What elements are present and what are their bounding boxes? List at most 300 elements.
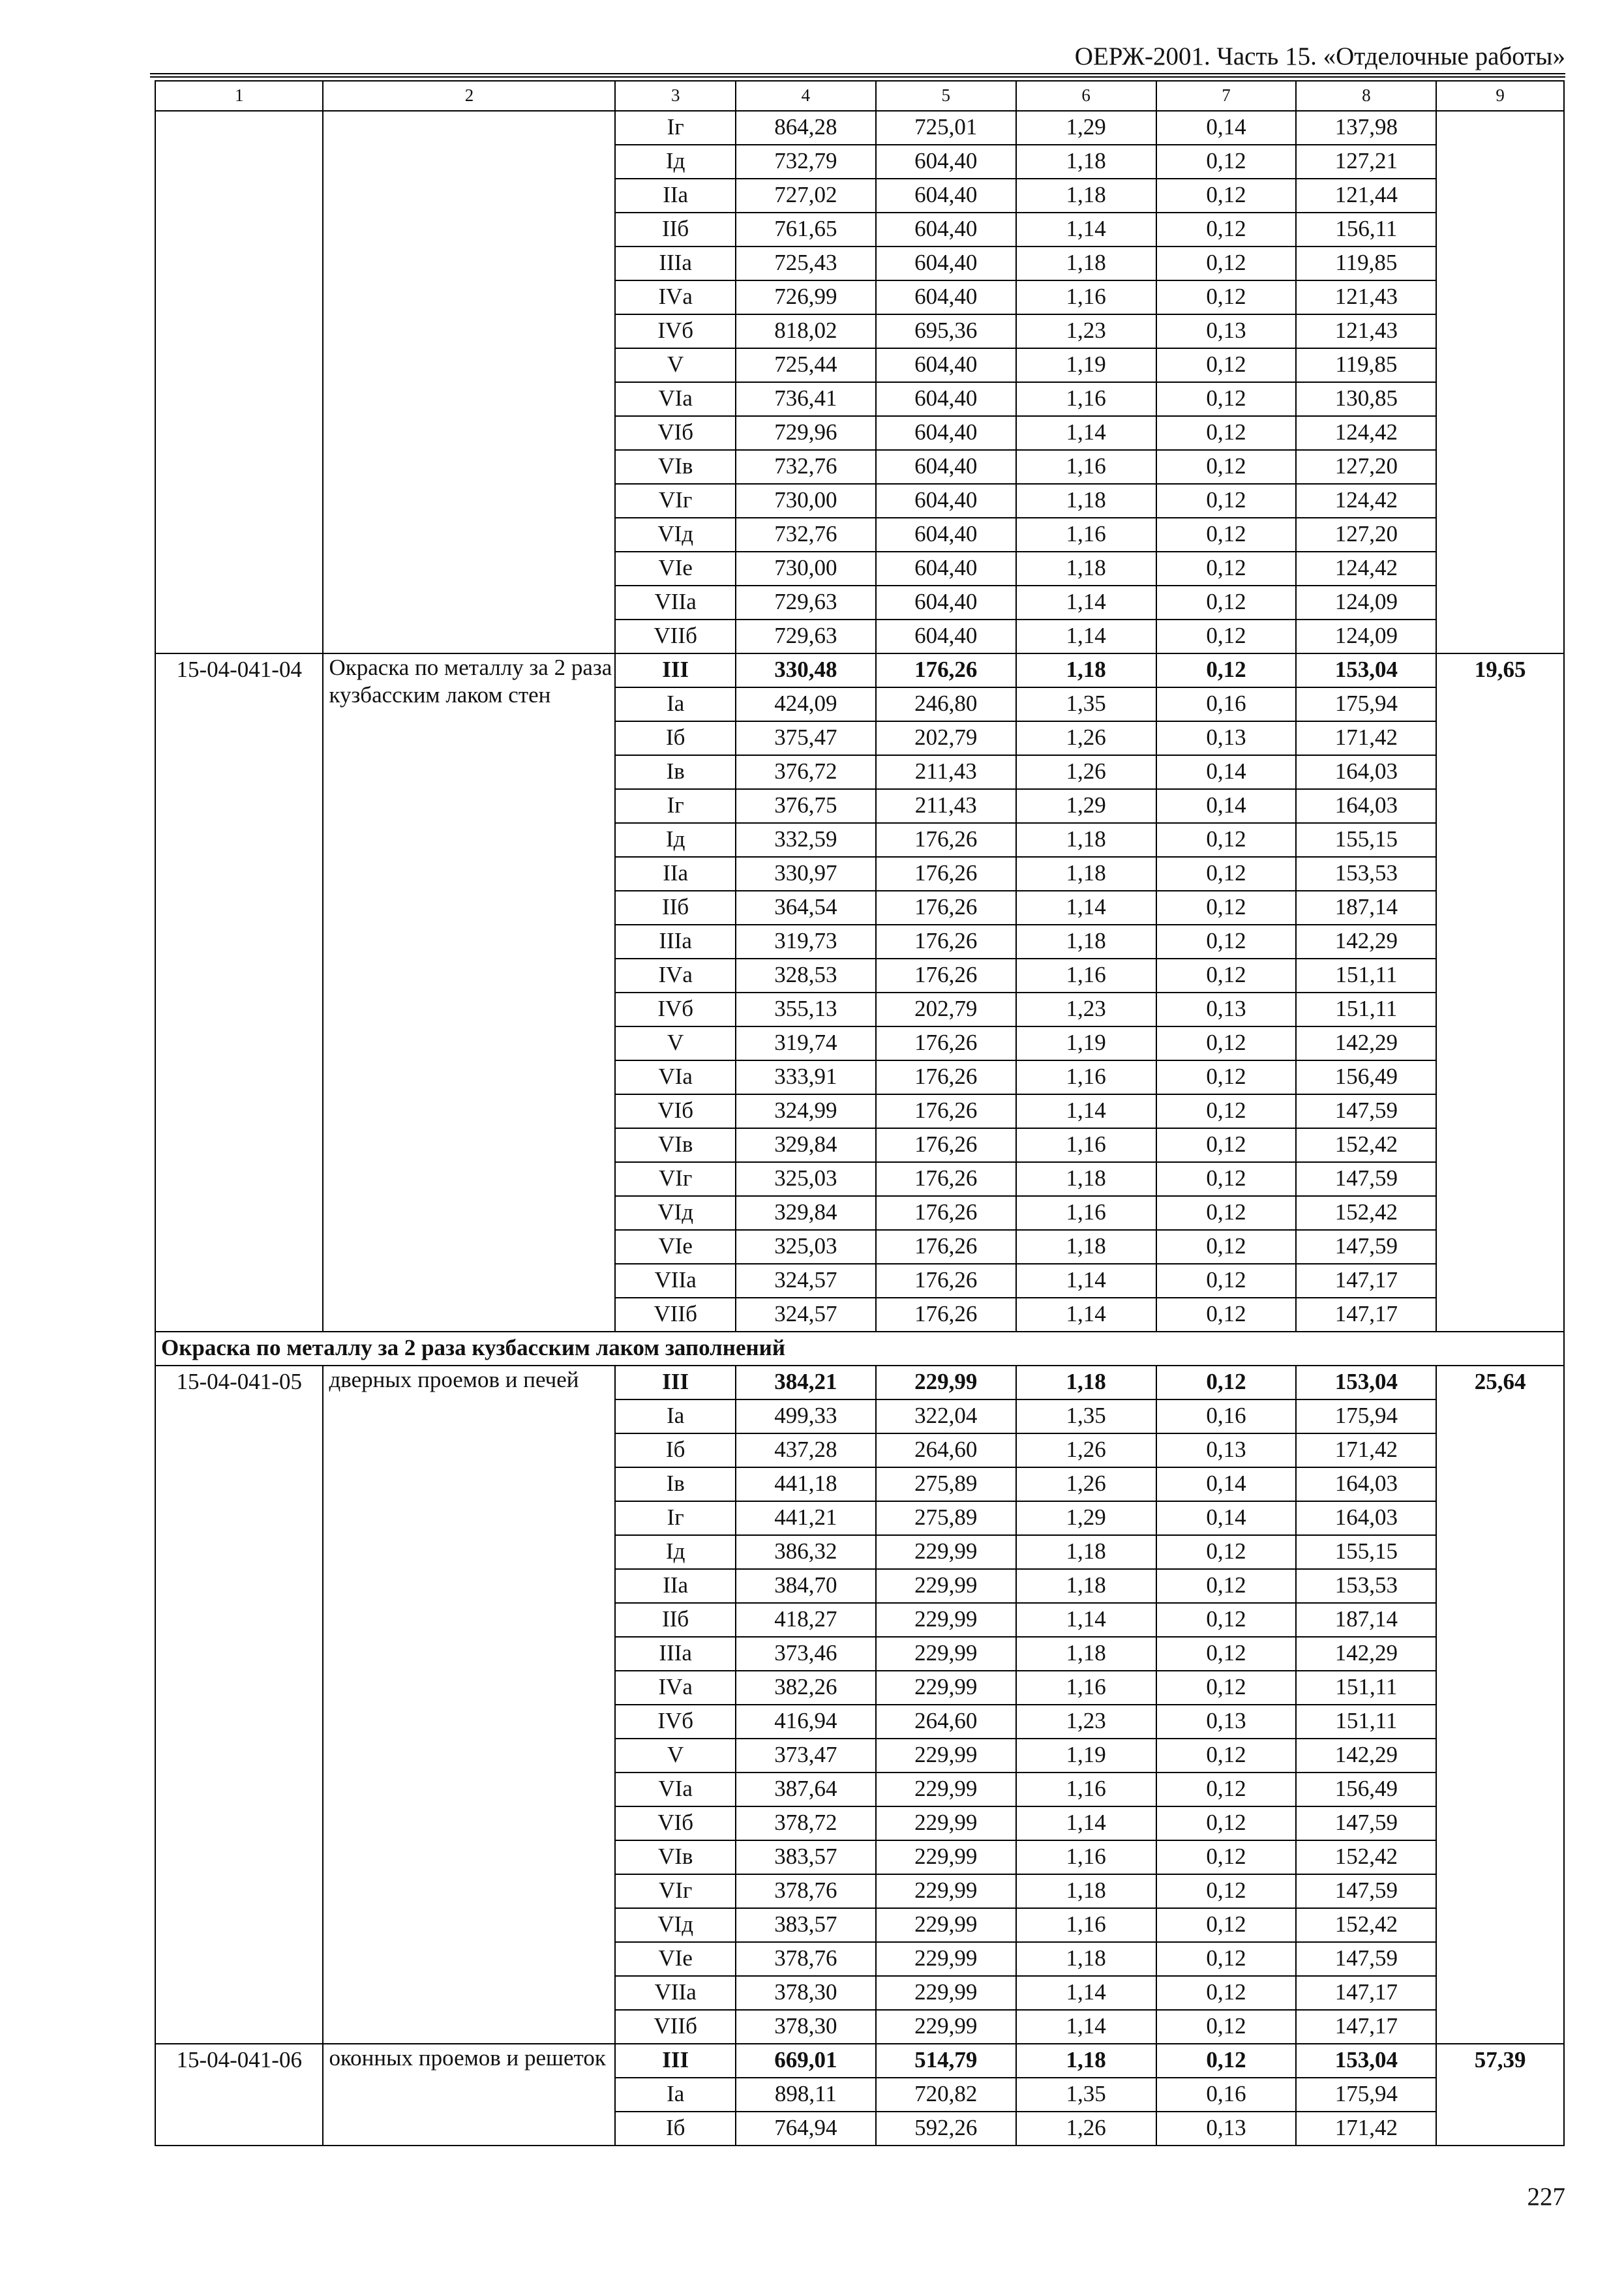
labor-cost: 176,26 — [876, 1264, 1016, 1298]
zone-code: Iд — [615, 145, 735, 179]
zone-code: Iб — [615, 2112, 735, 2146]
direct-cost: 319,74 — [736, 1026, 876, 1060]
zone-code: IVа — [615, 280, 735, 314]
material-cost: 147,17 — [1296, 1298, 1436, 1332]
labor-cost: 202,79 — [876, 993, 1016, 1026]
zone-code: VIд — [615, 1196, 735, 1230]
direct-cost: 324,99 — [736, 1094, 876, 1128]
machine-cost: 1,16 — [1016, 518, 1156, 552]
machine-cost: 1,18 — [1016, 823, 1156, 857]
material-cost: 152,42 — [1296, 1840, 1436, 1874]
driver-wage: 0,12 — [1156, 213, 1297, 247]
norm-code: 15-04-041-04 — [155, 653, 323, 1332]
material-cost: 121,43 — [1296, 314, 1436, 348]
machine-cost: 1,19 — [1016, 1026, 1156, 1060]
labor-cost: 229,99 — [876, 2010, 1016, 2044]
driver-wage: 0,12 — [1156, 450, 1297, 484]
labor-total: 57,39 — [1436, 2044, 1564, 2146]
material-cost: 175,94 — [1296, 1399, 1436, 1433]
zone-code: IVб — [615, 993, 735, 1026]
zone-code: V — [615, 1739, 735, 1773]
labor-cost: 229,99 — [876, 1637, 1016, 1671]
machine-cost: 1,18 — [1016, 653, 1156, 687]
machine-cost: 1,16 — [1016, 1128, 1156, 1162]
labor-cost: 229,99 — [876, 1840, 1016, 1874]
driver-wage: 0,12 — [1156, 1162, 1297, 1196]
machine-cost: 1,29 — [1016, 1501, 1156, 1535]
direct-cost: 378,76 — [736, 1942, 876, 1976]
direct-cost: 378,72 — [736, 1806, 876, 1840]
machine-cost: 1,18 — [1016, 2044, 1156, 2078]
driver-wage: 0,13 — [1156, 1433, 1297, 1467]
labor-cost: 176,26 — [876, 1094, 1016, 1128]
material-cost: 156,11 — [1296, 213, 1436, 247]
material-cost: 124,42 — [1296, 484, 1436, 518]
driver-wage: 0,12 — [1156, 1060, 1297, 1094]
direct-cost: 437,28 — [736, 1433, 876, 1467]
zone-code: IIа — [615, 857, 735, 891]
machine-cost: 1,18 — [1016, 179, 1156, 213]
labor-cost: 176,26 — [876, 823, 1016, 857]
direct-cost: 732,76 — [736, 518, 876, 552]
column-header: 2 — [323, 81, 615, 111]
material-cost: 147,59 — [1296, 1162, 1436, 1196]
driver-wage: 0,12 — [1156, 1535, 1297, 1569]
labor-cost: 229,99 — [876, 1535, 1016, 1569]
direct-cost: 355,13 — [736, 993, 876, 1026]
labor-cost: 604,40 — [876, 280, 1016, 314]
work-description: дверных проемов и печей — [323, 1366, 615, 2044]
material-cost: 151,11 — [1296, 959, 1436, 993]
zone-code: VIв — [615, 1840, 735, 1874]
driver-wage: 0,12 — [1156, 247, 1297, 280]
labor-cost: 604,40 — [876, 348, 1016, 382]
machine-cost: 1,18 — [1016, 1874, 1156, 1908]
machine-cost: 1,18 — [1016, 1230, 1156, 1264]
direct-cost: 441,21 — [736, 1501, 876, 1535]
zone-code: III — [615, 1366, 735, 1399]
driver-wage: 0,12 — [1156, 620, 1297, 653]
direct-cost: 328,53 — [736, 959, 876, 993]
direct-cost: 383,57 — [736, 1908, 876, 1942]
labor-total — [1436, 111, 1564, 653]
material-cost: 121,44 — [1296, 179, 1436, 213]
labor-cost: 202,79 — [876, 721, 1016, 755]
zone-code: IIб — [615, 1603, 735, 1637]
material-cost: 153,53 — [1296, 1569, 1436, 1603]
machine-cost: 1,35 — [1016, 1399, 1156, 1433]
material-cost: 142,29 — [1296, 925, 1436, 959]
driver-wage: 0,12 — [1156, 1874, 1297, 1908]
header-rule — [150, 73, 1565, 74]
driver-wage: 0,12 — [1156, 857, 1297, 891]
driver-wage: 0,12 — [1156, 1739, 1297, 1773]
labor-cost: 264,60 — [876, 1433, 1016, 1467]
zone-code: Iв — [615, 1467, 735, 1501]
zone-code: VIIа — [615, 586, 735, 620]
zone-code: Iа — [615, 2078, 735, 2112]
material-cost: 152,42 — [1296, 1908, 1436, 1942]
direct-cost: 727,02 — [736, 179, 876, 213]
machine-cost: 1,16 — [1016, 959, 1156, 993]
labor-total: 19,65 — [1436, 653, 1564, 1332]
zone-code: IIIа — [615, 1637, 735, 1671]
direct-cost: 729,63 — [736, 620, 876, 653]
table-row — [155, 653, 1564, 687]
labor-cost: 275,89 — [876, 1501, 1016, 1535]
labor-cost: 176,26 — [876, 891, 1016, 925]
labor-cost: 229,99 — [876, 1739, 1016, 1773]
direct-cost: 319,73 — [736, 925, 876, 959]
zone-code: VIа — [615, 1060, 735, 1094]
driver-wage: 0,12 — [1156, 382, 1297, 416]
zone-code: IVа — [615, 959, 735, 993]
driver-wage: 0,12 — [1156, 1942, 1297, 1976]
driver-wage: 0,12 — [1156, 348, 1297, 382]
page-number: 227 — [1527, 2183, 1565, 2211]
machine-cost: 1,18 — [1016, 1366, 1156, 1399]
material-cost: 175,94 — [1296, 687, 1436, 721]
material-cost: 151,11 — [1296, 1671, 1436, 1705]
labor-cost: 604,40 — [876, 213, 1016, 247]
labor-cost: 604,40 — [876, 247, 1016, 280]
direct-cost: 669,01 — [736, 2044, 876, 2078]
direct-cost: 441,18 — [736, 1467, 876, 1501]
labor-cost: 604,40 — [876, 552, 1016, 586]
material-cost: 164,03 — [1296, 755, 1436, 789]
machine-cost: 1,19 — [1016, 1739, 1156, 1773]
driver-wage: 0,13 — [1156, 314, 1297, 348]
direct-cost: 732,79 — [736, 145, 876, 179]
material-cost: 124,42 — [1296, 416, 1436, 450]
zone-code: VIе — [615, 1942, 735, 1976]
labor-cost: 264,60 — [876, 1705, 1016, 1739]
labor-cost: 176,26 — [876, 1128, 1016, 1162]
driver-wage: 0,12 — [1156, 1569, 1297, 1603]
machine-cost: 1,14 — [1016, 1806, 1156, 1840]
driver-wage: 0,12 — [1156, 2010, 1297, 2044]
column-header: 3 — [615, 81, 735, 111]
direct-cost: 378,30 — [736, 2010, 876, 2044]
machine-cost: 1,23 — [1016, 314, 1156, 348]
zone-code: IIIа — [615, 925, 735, 959]
direct-cost: 725,43 — [736, 247, 876, 280]
material-cost: 156,49 — [1296, 1773, 1436, 1806]
machine-cost: 1,14 — [1016, 416, 1156, 450]
driver-wage: 0,12 — [1156, 1908, 1297, 1942]
zone-code: Iд — [615, 1535, 735, 1569]
direct-cost: 864,28 — [736, 111, 876, 145]
direct-cost: 382,26 — [736, 1671, 876, 1705]
zone-code: III — [615, 653, 735, 687]
direct-cost: 332,59 — [736, 823, 876, 857]
work-description: Окраска по металлу за 2 раза кузбасским лаком стен — [323, 653, 615, 1332]
machine-cost: 1,26 — [1016, 755, 1156, 789]
zone-code: VIIб — [615, 2010, 735, 2044]
driver-wage: 0,12 — [1156, 1366, 1297, 1399]
section-heading-row — [155, 1332, 1564, 1366]
zone-code: VIIа — [615, 1976, 735, 2010]
labor-cost: 229,99 — [876, 1874, 1016, 1908]
direct-cost: 732,76 — [736, 450, 876, 484]
column-header: 8 — [1296, 81, 1436, 111]
table-row — [155, 111, 1564, 145]
material-cost: 153,04 — [1296, 1366, 1436, 1399]
driver-wage: 0,12 — [1156, 1128, 1297, 1162]
material-cost: 147,59 — [1296, 1230, 1436, 1264]
driver-wage: 0,12 — [1156, 2044, 1297, 2078]
material-cost: 124,09 — [1296, 586, 1436, 620]
labor-cost: 604,40 — [876, 179, 1016, 213]
norms-table — [155, 80, 1565, 2146]
direct-cost: 386,32 — [736, 1535, 876, 1569]
driver-wage: 0,14 — [1156, 111, 1297, 145]
machine-cost: 1,35 — [1016, 687, 1156, 721]
direct-cost: 416,94 — [736, 1705, 876, 1739]
machine-cost: 1,18 — [1016, 552, 1156, 586]
zone-code: VIб — [615, 416, 735, 450]
machine-cost: 1,18 — [1016, 145, 1156, 179]
machine-cost: 1,18 — [1016, 1569, 1156, 1603]
driver-wage: 0,12 — [1156, 416, 1297, 450]
material-cost: 147,17 — [1296, 1264, 1436, 1298]
machine-cost: 1,18 — [1016, 1942, 1156, 1976]
zone-code: Iг — [615, 111, 735, 145]
direct-cost: 898,11 — [736, 2078, 876, 2112]
material-cost: 164,03 — [1296, 789, 1436, 823]
material-cost: 153,04 — [1296, 2044, 1436, 2078]
direct-cost: 418,27 — [736, 1603, 876, 1637]
machine-cost: 1,26 — [1016, 1433, 1156, 1467]
material-cost: 164,03 — [1296, 1501, 1436, 1535]
driver-wage: 0,13 — [1156, 721, 1297, 755]
direct-cost: 375,47 — [736, 721, 876, 755]
machine-cost: 1,16 — [1016, 1060, 1156, 1094]
direct-cost: 378,76 — [736, 1874, 876, 1908]
material-cost: 121,43 — [1296, 280, 1436, 314]
driver-wage: 0,12 — [1156, 484, 1297, 518]
driver-wage: 0,12 — [1156, 1806, 1297, 1840]
driver-wage: 0,13 — [1156, 1705, 1297, 1739]
labor-cost: 229,99 — [876, 1942, 1016, 1976]
material-cost: 171,42 — [1296, 721, 1436, 755]
material-cost: 130,85 — [1296, 382, 1436, 416]
labor-total: 25,64 — [1436, 1366, 1564, 2044]
material-cost: 147,59 — [1296, 1874, 1436, 1908]
material-cost: 147,17 — [1296, 1976, 1436, 2010]
zone-code: VIIа — [615, 1264, 735, 1298]
material-cost: 171,42 — [1296, 2112, 1436, 2146]
machine-cost: 1,26 — [1016, 2112, 1156, 2146]
machine-cost: 1,23 — [1016, 1705, 1156, 1739]
labor-cost: 176,26 — [876, 1298, 1016, 1332]
labor-cost: 176,26 — [876, 959, 1016, 993]
material-cost: 119,85 — [1296, 247, 1436, 280]
driver-wage: 0,12 — [1156, 1196, 1297, 1230]
labor-cost: 604,40 — [876, 620, 1016, 653]
zone-code: Iб — [615, 1433, 735, 1467]
direct-cost: 730,00 — [736, 484, 876, 518]
driver-wage: 0,12 — [1156, 552, 1297, 586]
driver-wage: 0,12 — [1156, 1094, 1297, 1128]
column-header: 9 — [1436, 81, 1564, 111]
material-cost: 152,42 — [1296, 1128, 1436, 1162]
driver-wage: 0,16 — [1156, 687, 1297, 721]
zone-code: IVб — [615, 314, 735, 348]
material-cost: 164,03 — [1296, 1467, 1436, 1501]
zone-code: Iв — [615, 755, 735, 789]
material-cost: 175,94 — [1296, 2078, 1436, 2112]
column-header: 6 — [1016, 81, 1156, 111]
labor-cost: 229,99 — [876, 1773, 1016, 1806]
labor-cost: 211,43 — [876, 755, 1016, 789]
labor-cost: 604,40 — [876, 382, 1016, 416]
zone-code: V — [615, 1026, 735, 1060]
labor-cost: 176,26 — [876, 1060, 1016, 1094]
machine-cost: 1,14 — [1016, 1094, 1156, 1128]
zone-code: Iг — [615, 789, 735, 823]
driver-wage: 0,12 — [1156, 1230, 1297, 1264]
driver-wage: 0,14 — [1156, 789, 1297, 823]
material-cost: 153,53 — [1296, 857, 1436, 891]
table-body — [155, 111, 1564, 2146]
labor-cost: 246,80 — [876, 687, 1016, 721]
material-cost: 147,17 — [1296, 2010, 1436, 2044]
driver-wage: 0,12 — [1156, 586, 1297, 620]
column-number-row — [155, 81, 1564, 111]
zone-code: Iа — [615, 687, 735, 721]
zone-code: VIд — [615, 518, 735, 552]
zone-code: V — [615, 348, 735, 382]
machine-cost: 1,16 — [1016, 1196, 1156, 1230]
driver-wage: 0,12 — [1156, 1976, 1297, 2010]
direct-cost: 729,96 — [736, 416, 876, 450]
column-header: 1 — [155, 81, 323, 111]
machine-cost: 1,18 — [1016, 857, 1156, 891]
material-cost: 187,14 — [1296, 1603, 1436, 1637]
norm-code — [155, 111, 323, 653]
driver-wage: 0,12 — [1156, 1264, 1297, 1298]
material-cost: 151,11 — [1296, 993, 1436, 1026]
zone-code: VIе — [615, 552, 735, 586]
material-cost: 151,11 — [1296, 1705, 1436, 1739]
driver-wage: 0,12 — [1156, 653, 1297, 687]
zone-code: VIб — [615, 1094, 735, 1128]
norm-code: 15-04-041-05 — [155, 1366, 323, 2044]
driver-wage: 0,12 — [1156, 179, 1297, 213]
labor-cost: 229,99 — [876, 1976, 1016, 2010]
labor-cost: 229,99 — [876, 1366, 1016, 1399]
work-description: оконных проемов и решеток — [323, 2044, 615, 2146]
labor-cost: 604,40 — [876, 145, 1016, 179]
direct-cost: 818,02 — [736, 314, 876, 348]
machine-cost: 1,18 — [1016, 1162, 1156, 1196]
direct-cost: 364,54 — [736, 891, 876, 925]
driver-wage: 0,12 — [1156, 518, 1297, 552]
zone-code: III — [615, 2044, 735, 2078]
machine-cost: 1,18 — [1016, 247, 1156, 280]
zone-code: VIв — [615, 1128, 735, 1162]
driver-wage: 0,13 — [1156, 2112, 1297, 2146]
machine-cost: 1,18 — [1016, 925, 1156, 959]
zone-code: VIб — [615, 1806, 735, 1840]
direct-cost: 376,72 — [736, 755, 876, 789]
labor-cost: 211,43 — [876, 789, 1016, 823]
labor-cost: 322,04 — [876, 1399, 1016, 1433]
labor-cost: 592,26 — [876, 2112, 1016, 2146]
direct-cost: 736,41 — [736, 382, 876, 416]
material-cost: 142,29 — [1296, 1026, 1436, 1060]
column-header: 4 — [736, 81, 876, 111]
section-heading: Окраска по металлу за 2 раза кузбасским лаком заполнений — [155, 1332, 1564, 1366]
labor-cost: 176,26 — [876, 1162, 1016, 1196]
machine-cost: 1,14 — [1016, 1603, 1156, 1637]
labor-cost: 695,36 — [876, 314, 1016, 348]
zone-code: VIв — [615, 450, 735, 484]
labor-cost: 176,26 — [876, 1196, 1016, 1230]
labor-cost: 725,01 — [876, 111, 1016, 145]
table-row — [155, 2044, 1564, 2078]
machine-cost: 1,14 — [1016, 620, 1156, 653]
zone-code: Iб — [615, 721, 735, 755]
driver-wage: 0,14 — [1156, 755, 1297, 789]
direct-cost: 726,99 — [736, 280, 876, 314]
running-header: ОЕРЖ-2001. Часть 15. «Отделочные работы» — [1074, 42, 1565, 70]
driver-wage: 0,12 — [1156, 145, 1297, 179]
machine-cost: 1,14 — [1016, 586, 1156, 620]
labor-cost: 229,99 — [876, 1671, 1016, 1705]
machine-cost: 1,14 — [1016, 1298, 1156, 1332]
labor-cost: 176,26 — [876, 1230, 1016, 1264]
labor-cost: 604,40 — [876, 518, 1016, 552]
machine-cost: 1,16 — [1016, 280, 1156, 314]
zone-code: VIа — [615, 1773, 735, 1806]
zone-code: IIа — [615, 1569, 735, 1603]
direct-cost: 725,44 — [736, 348, 876, 382]
labor-cost: 604,40 — [876, 450, 1016, 484]
zone-code: VIг — [615, 1162, 735, 1196]
header-rule — [150, 76, 1565, 78]
driver-wage: 0,12 — [1156, 1603, 1297, 1637]
machine-cost: 1,26 — [1016, 721, 1156, 755]
zone-code: IVа — [615, 1671, 735, 1705]
direct-cost: 373,46 — [736, 1637, 876, 1671]
direct-cost: 333,91 — [736, 1060, 876, 1094]
machine-cost: 1,18 — [1016, 1535, 1156, 1569]
direct-cost: 330,97 — [736, 857, 876, 891]
machine-cost: 1,23 — [1016, 993, 1156, 1026]
zone-code: Iа — [615, 1399, 735, 1433]
labor-cost: 176,26 — [876, 925, 1016, 959]
direct-cost: 376,75 — [736, 789, 876, 823]
material-cost: 127,20 — [1296, 518, 1436, 552]
driver-wage: 0,12 — [1156, 1298, 1297, 1332]
driver-wage: 0,14 — [1156, 1467, 1297, 1501]
labor-cost: 604,40 — [876, 586, 1016, 620]
work-description — [323, 111, 615, 653]
column-header: 7 — [1156, 81, 1297, 111]
material-cost: 171,42 — [1296, 1433, 1436, 1467]
direct-cost: 730,00 — [736, 552, 876, 586]
material-cost: 153,04 — [1296, 653, 1436, 687]
direct-cost: 329,84 — [736, 1128, 876, 1162]
direct-cost: 378,30 — [736, 1976, 876, 2010]
direct-cost: 499,33 — [736, 1399, 876, 1433]
direct-cost: 387,64 — [736, 1773, 876, 1806]
machine-cost: 1,16 — [1016, 382, 1156, 416]
direct-cost: 330,48 — [736, 653, 876, 687]
machine-cost: 1,14 — [1016, 1976, 1156, 2010]
